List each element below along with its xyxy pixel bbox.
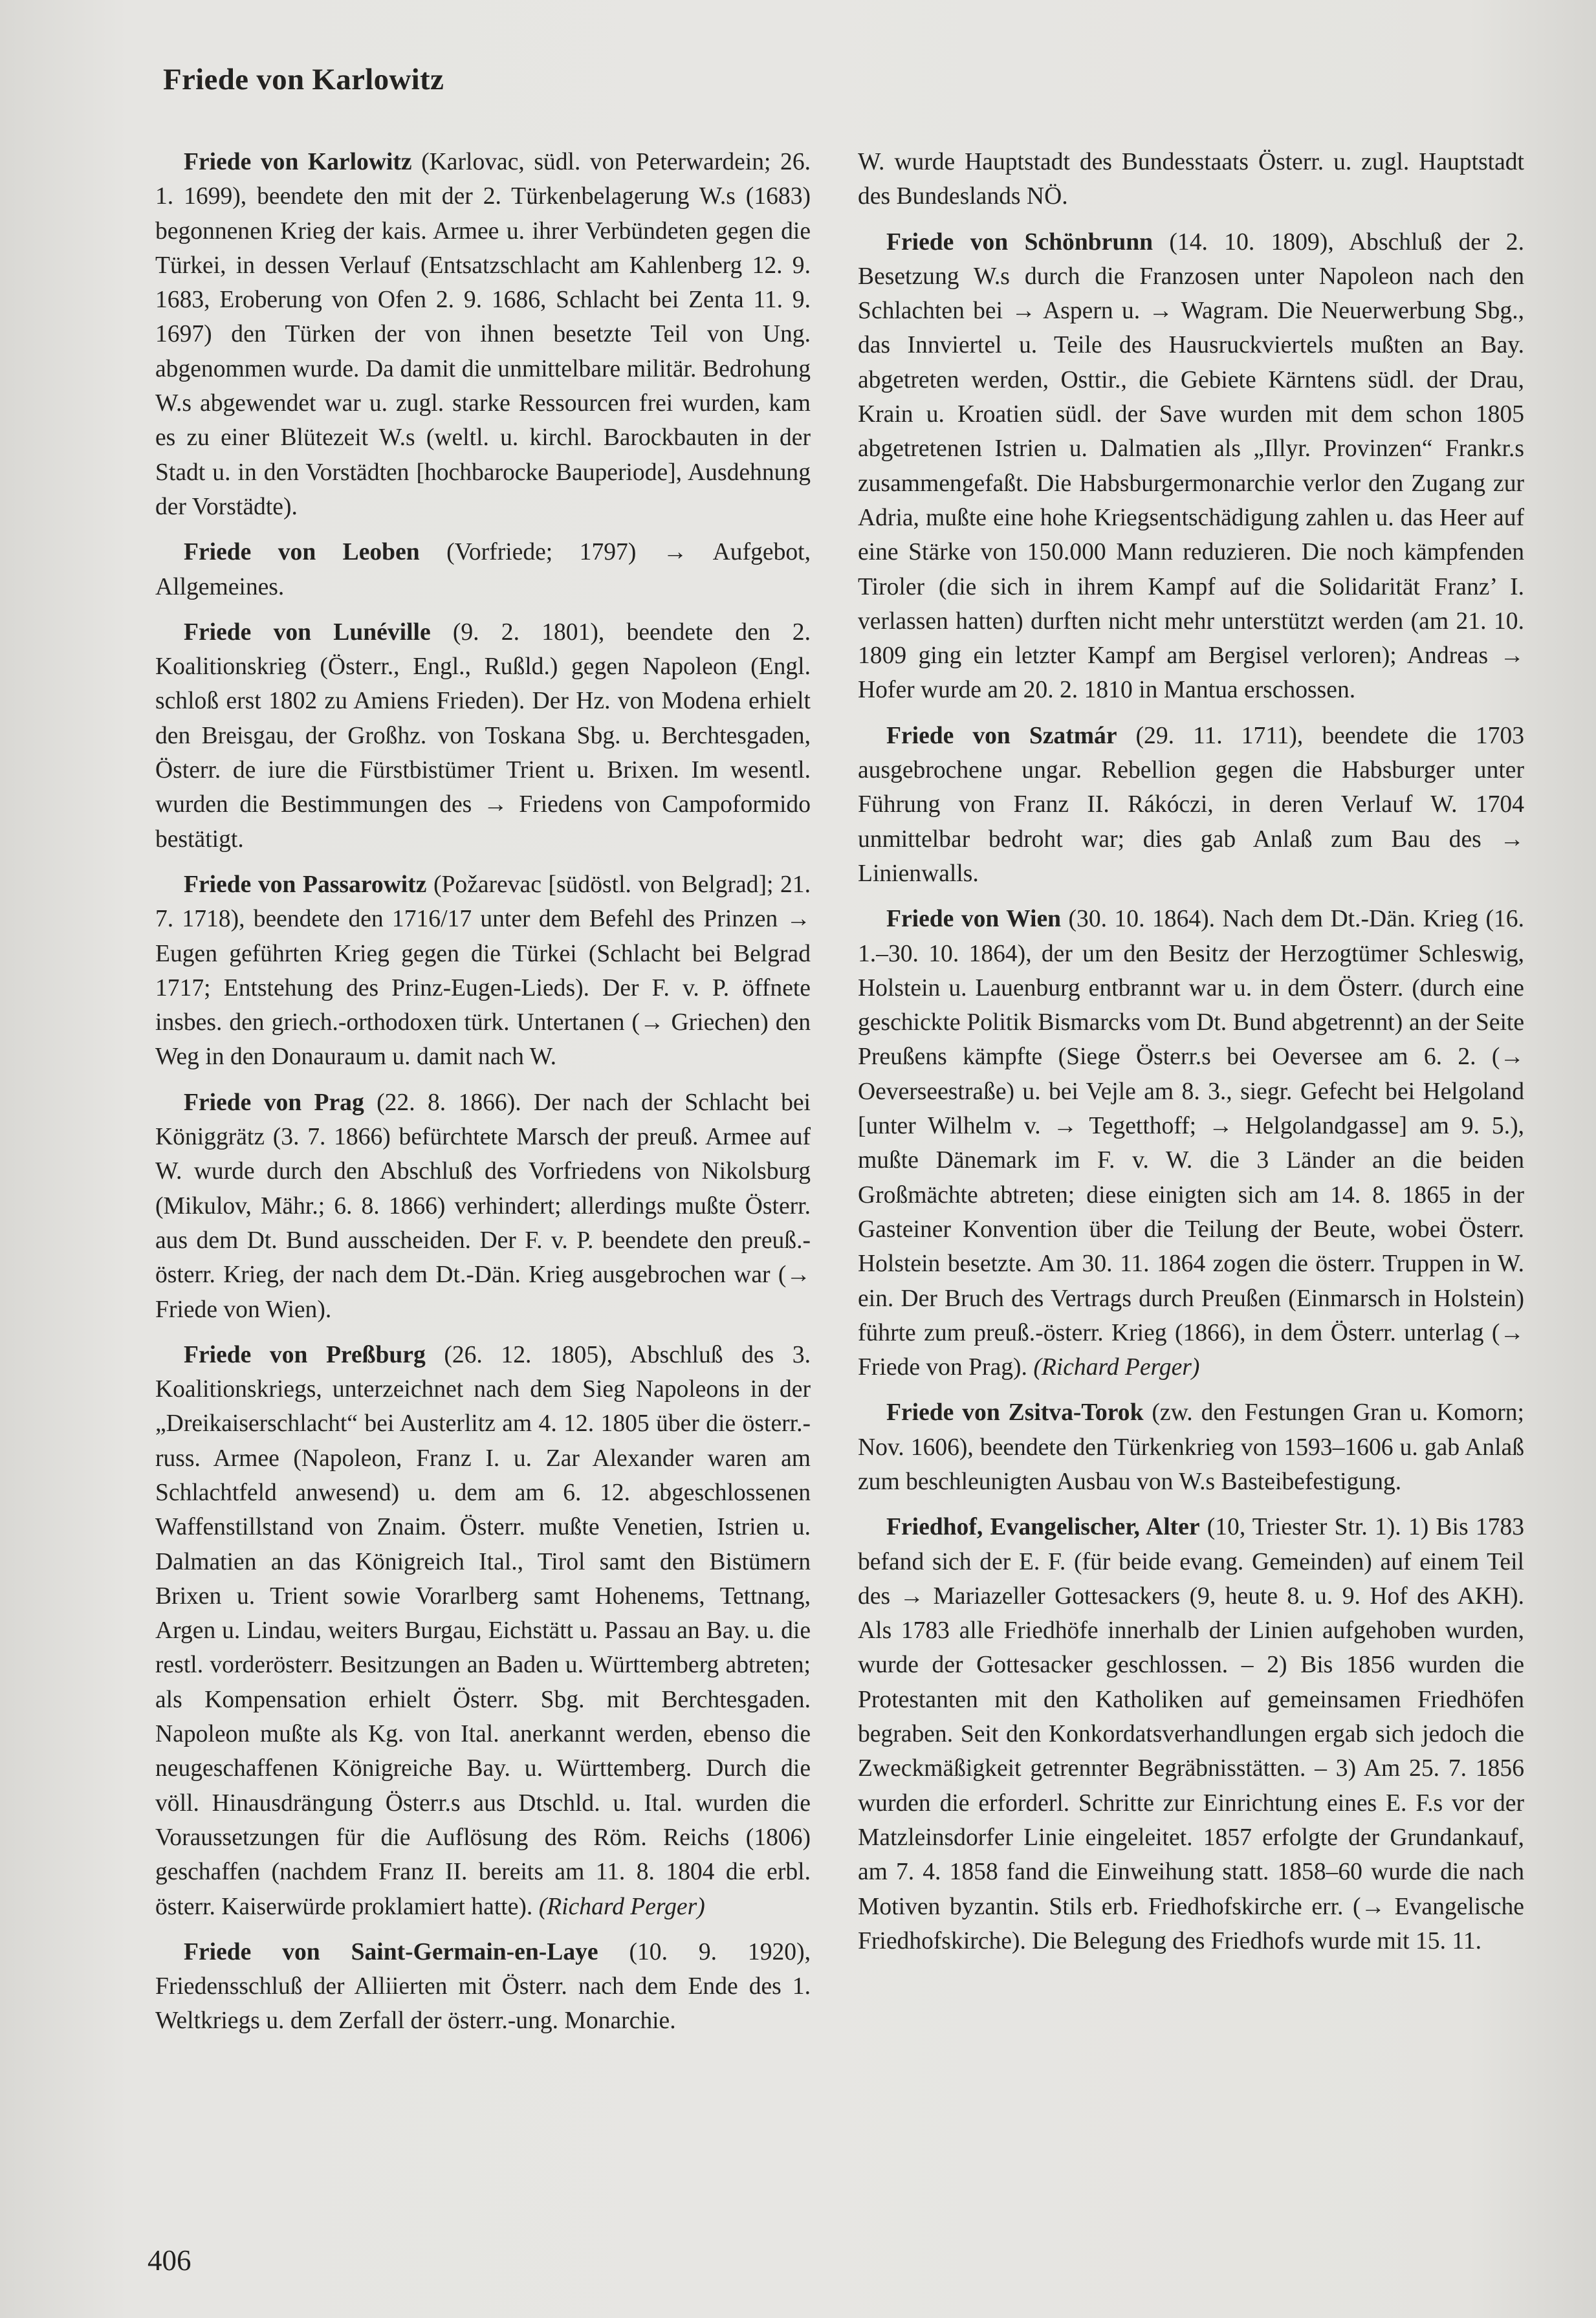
- entry: [155, 535, 811, 604]
- entry: [858, 1510, 1524, 1958]
- entry-lemma: Friede von Zsitva-Torok: [886, 1399, 1144, 1427]
- entry-text: (Vorfriede; 1797) → Aufgebot, Allgemeines.: [155, 539, 811, 600]
- entry-continuation: [858, 145, 1524, 214]
- entry: [155, 615, 811, 857]
- entry: [858, 902, 1524, 1384]
- entry: [858, 1395, 1524, 1499]
- entry: [155, 145, 811, 524]
- entry-lemma: Friede von Lunéville: [184, 618, 431, 646]
- running-head: Friede von Karlowitz: [163, 63, 444, 96]
- entry-text: (9. 2. 1801), beendete den 2. Koalitionskrieg (Österr., Engl., Rußld.) gegen Napoleon (Engl. schloß erst 1802 zu Amiens Frieden). Der Hz. von Modena erhielt den Breisgau, der Großhz. von Toskana Sbg. u. Berchtesgaden, Österr. de iure die Fürstbistümer Trient u. Brixen. Im wesentl. wurden die Bestimmungen des → Friedens von Campoformido bestätigt.: [155, 618, 811, 853]
- entry: [858, 225, 1524, 708]
- entry-lemma: Friede von Preßburg: [184, 1341, 426, 1368]
- entry: [155, 1338, 811, 1924]
- entry-text: (10. 9. 1920), Friedensschluß der Alliierten mit Österr. nach dem Ende des 1. Weltkriegs u. dem Zerfall der österr.-ung. Monarchie.: [155, 1938, 811, 2035]
- entry-lemma: Friede von Saint-Germain-en-Laye: [184, 1938, 598, 1965]
- entry: [858, 719, 1524, 891]
- entry-lemma: Friedhof, Evangelischer, Alter: [886, 1514, 1200, 1541]
- entry-text: (29. 11. 1711), beendete die 1703 ausgebrochene ungar. Rebellion gegen die Habsburger unter Führung von Franz II. Rákóczi, in deren Verlauf W. 1704 unmittelbar bedroht war; dies gab Anlaß zum Bau des → Linienwalls.: [858, 722, 1524, 887]
- entry-lemma: Friede von Prag: [184, 1089, 364, 1116]
- entry-text: (22. 8. 1866). Der nach der Schlacht bei Königgrätz (3. 7. 1866) befürchtete Marsch der preuß. Armee auf W. wurde durch den Abschluß des Vorfriedens von Nikolsburg (Mikulov, Mähr.; 6. 8. 1866) verhindert; allerdings mußte Österr. aus dem Dt. Bund ausscheiden. Der F. v. P. beendete den preuß.-österr. Krieg, der nach dem Dt.-Dän. Krieg ausgebrochen war (→ Friede von Wien).: [155, 1089, 811, 1323]
- entry-author: (Richard Perger): [538, 1893, 705, 1920]
- entry: [155, 1935, 811, 2039]
- entry-lemma: Friede von Szatmár: [886, 722, 1117, 749]
- entry-text: (10, Triester Str. 1). 1) Bis 1783 befand sich der E. F. (für beide evang. Gemeinden) auf einem Teil des → Mariazeller Gottesackers (9, heute 8. u. 9. Hof des AKH). Als 1783 alle Friedhöfe innerhalb der Linien aufgehoben wurden, wurde der Gottesacker geschlossen. – 2) Bis 1856 wurden die Protestanten mit den Katholiken auf gemeinsamen Friedhöfen begraben. Seit den Konkordatsverhandlungen ergab sich jedoch die Zweckmäßigkeit getrennter Begräbnisstätten. – 3) Am 25. 7. 1856 wurden die erforderl. Schritte zur Einrichtung eines E. F.s vor der Matzleinsdorfer Linie eingeleitet. 1857 erfolgte der Grundankauf, am 7. 4. 1858 fand die Einweihung statt. 1858–60 wurde die nach Motiven byzantin. Stils erb. Friedhofskirche err. (→ Evangelische Friedhofskirche). Die Belegung des Friedhofs wurde mit 15. 11.: [858, 1514, 1524, 1954]
- entry-text: (Požarevac [südöstl. von Belgrad]; 21. 7. 1718), beendete den 1716/17 unter dem Befehl des Prinzen → Eugen geführten Krieg gegen die Türkei (Schlacht bei Belgrad 1717; Entstehung des Prinz-Eugen-Lieds). Der F. v. P. öffnete insbes. den griech.-orthodoxen türk. Untertanen (→ Griechen) den Weg in den Donauraum u. damit nach W.: [155, 871, 811, 1071]
- entry: [155, 1086, 811, 1327]
- entry-text: W. wurde Hauptstadt des Bundesstaats Österr. u. zugl. Hauptstadt des Bundeslands NÖ.: [858, 149, 1524, 210]
- entry-lemma: Friede von Karlowitz: [184, 149, 412, 175]
- entry-text: (30. 10. 1864). Nach dem Dt.-Dän. Krieg (16. 1.–30. 10. 1864), der um den Besitz der Herzogtümer Schleswig, Holstein u. Lauenburg entbrannt war u. in dem Österr. (durch eine geschickte Politik Bismarcks vom Dt. Bund abgetrennt) an der Seite Preußens kämpfte (Siege Österr.s bei Oeversee am 6. 2. (→ Oeverseestraße) u. bei Vejle am 8. 3., siegr. Gefecht bei Helgoland [unter Wilhelm v. → Tegetthoff; → Helgolandgasse] am 9. 5.), mußte Dänemark im F. v. W. die 3 Länder an die beiden Großmächte abtreten; diese einigten sich am 14. 8. 1865 in der Gasteiner Konvention über die Teilung der Beute, wobei Österr. Holstein besetzte. Am 30. 11. 1864 zogen die österr. Truppen in W. ein. Der Bruch des Vertrags durch Preußen (Einmarsch in Holstein) führte zum preuß.-österr. Krieg (1866), in dem Österr. unterlag (→ Friede von Prag).: [858, 906, 1524, 1381]
- left-column: [155, 145, 811, 2050]
- entry-lemma: Friede von Leoben: [184, 539, 420, 566]
- entry-text: (26. 12. 1805), Abschluß des 3. Koalitionskriegs, unterzeichnet nach dem Sieg Napoleons in der „Dreikaiserschlacht“ bei Austerlitz am 4. 12. 1805 über die österr.-russ. Armee (Napoleon, Franz I. u. Zar Alexander waren am Schlachtfeld anwesend) u. dem am 6. 12. abgeschlossenen Waffenstillstand von Znaim. Österr. mußte Venetien, Istrien u. Dalmatien an das Königreich Ital., Tirol samt den Bistümern Brixen u. Trient sowie Vorarlberg samt Hohenems, Tettnang, Argen u. Lindau, weiters Burgau, Eichstätt u. Passau an Bay. u. die restl. vorderösterr. Besitzungen an Baden u. Württemberg abtreten; als Kompensation erhielt Österr. Sbg. mit Berchtesgaden. Napoleon mußte als Kg. von Ital. anerkannt werden, ebenso die neugeschaffenen Königreiche Bay. u. Württemberg. Durch die völl. Hinausdrängung Österr.s aus Dtschld. u. Ital. wurden die Voraussetzungen für die Auflösung des Röm. Reichs (1806) geschaffen (nachdem Franz II. bereits am 11. 8. 1804 die erbl. österr. Kaiserwürde proklamiert hatte).: [155, 1341, 811, 1920]
- right-column: [858, 145, 1524, 1969]
- page-number: 406: [148, 2244, 191, 2277]
- entry-text: (Karlovac, südl. von Peterwardein; 26. 1. 1699), beendete den mit der 2. Türkenbelagerung W.s (1683) begonnenen Krieg der kais. Armee u. ihrer Verbündeten gegen die Türkei, in dessen Verlauf (Entsatzschlacht am Kahlenberg 12. 9. 1683, Eroberung von Ofen 2. 9. 1686, Schlacht bei Zenta 11. 9. 1697) den Türken der von ihnen besetzte Teil von Ung. abgenommen wurde. Da damit die unmittelbare militär. Bedrohung W.s abgewendet war u. zugl. starke Ressourcen frei wurden, kam es zu einer Blütezeit W.s (weltl. u. kirchl. Barockbauten in der Stadt u. in den Vorstädten [hochbarocke Bauperiode], Ausdehnung der Vorstädte).: [155, 149, 811, 520]
- entry-text: (14. 10. 1809), Abschluß der 2. Besetzung W.s durch die Franzosen unter Napoleon nach den Schlachten bei → Aspern u. → Wagram. Die Neuerwerbung Sbg., das Innviertel u. Teile des Hausruckviertels mußten an Bay. abgetreten werden, Osttir., die Gebiete Kärntens südl. der Drau, Krain u. Kroatien südl. der Save wurden mit dem schon 1805 abgetretenen Istrien u. Dalmatien als „Illyr. Provinzen“ Frankr.s zusammengefaßt. Die Habsburgermonarchie verlor den Zugang zur Adria, mußte eine hohe Kriegsentschädigung zahlen u. das Heer auf eine Stärke von 150.000 Mann reduzieren. Die noch kämpfenden Tiroler (die sich in ihrem Kampf auf die Solidarität Franz’ I. verlassen hatten) durften nicht mehr unterstützt werden (am 21. 10. 1809 ging ein letzter Kampf am Bergisel verloren); Andreas → Hofer wurde am 20. 2. 1810 in Mantua erschossen.: [858, 228, 1524, 704]
- entry-text: (zw. den Festungen Gran u. Komorn; Nov. 1606), beendete den Türkenkrieg von 1593–1606 u. gab Anlaß zum beschleunigten Ausbau von W.s Basteibefestigung.: [858, 1399, 1524, 1495]
- entry-author: (Richard Perger): [1033, 1354, 1200, 1381]
- entry-lemma: Friede von Wien: [886, 906, 1062, 933]
- entry-lemma: Friede von Passarowitz: [184, 871, 427, 898]
- entry-lemma: Friede von Schönbrunn: [886, 228, 1153, 256]
- entry: [155, 868, 811, 1075]
